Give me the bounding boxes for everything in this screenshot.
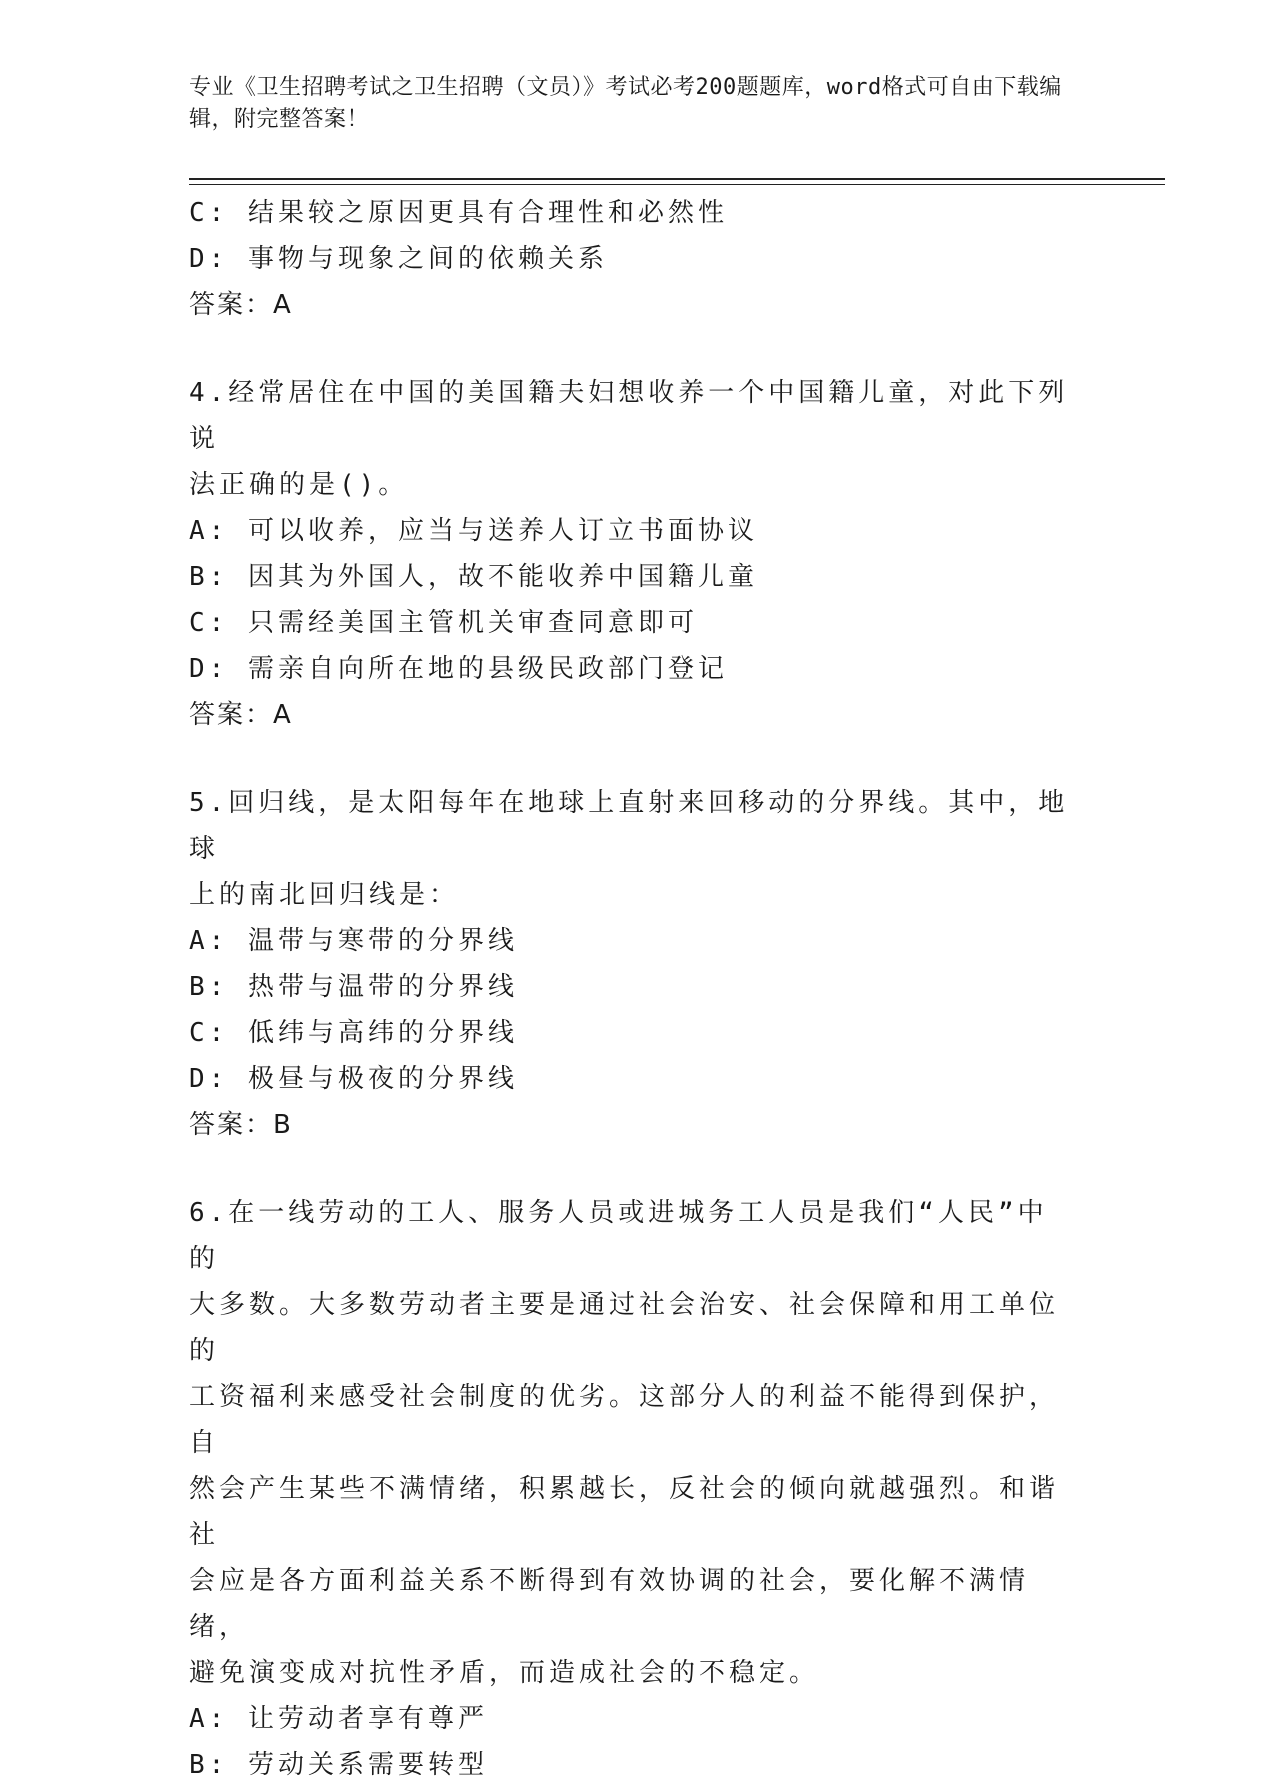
question-4	[189, 370, 1069, 738]
question-stem-line: 避免演变成对抗性矛盾，而造成社会的不稳定。	[189, 1658, 820, 1688]
question-stem-line: 工资福利来感受社会制度的优劣。这部分人的利益不能得到保护，自	[189, 1382, 1060, 1458]
question-6	[189, 1190, 1069, 1788]
option-b: B: 热带与温带的分界线	[189, 972, 518, 1002]
option-a: A: 可以收养，应当与送养人订立书面协议	[189, 516, 758, 546]
answer-line: 答案：A	[189, 700, 293, 730]
header-divider-thin	[189, 184, 1165, 185]
answer-line: 答案：B	[189, 1110, 293, 1140]
continued-question	[189, 190, 1069, 328]
option-a: A: 温带与寒带的分界线	[189, 926, 518, 956]
option-d: D: 需亲自向所在地的县级民政部门登记	[189, 654, 728, 684]
option-a: A: 让劳动者享有尊严	[189, 1704, 488, 1734]
question-5	[189, 780, 1069, 1148]
option-b: B: 因其为外国人，故不能收养中国籍儿童	[189, 562, 758, 592]
option-c: C: 结果较之原因更具有合理性和必然性	[189, 198, 728, 228]
document-header-title: 专业《卫生招聘考试之卫生招聘（文员）》考试必考200题题库，word格式可自由下载编辑，附完整答案！	[189, 75, 1062, 132]
option-c: C: 低纬与高纬的分界线	[189, 1018, 518, 1048]
question-stem-line: 大多数。大多数劳动者主要是通过社会治安、社会保障和用工单位的	[189, 1290, 1060, 1366]
question-stem-line: 上的南北回归线是：	[189, 880, 460, 910]
option-d: D: 极昼与极夜的分界线	[189, 1064, 518, 1094]
question-stem-line: 6.在一线劳动的工人、服务人员或进城务工人员是我们“人民”中的	[189, 1198, 1048, 1274]
question-stem-line: 会应是各方面利益关系不断得到有效协调的社会，要化解不满情绪，	[189, 1566, 1030, 1642]
question-stem-line: 4.经常居住在中国的美国籍夫妇想收养一个中国籍儿童，对此下列说	[189, 378, 1069, 454]
question-stem-line: 然会产生某些不满情绪，积累越长，反社会的倾向就越强烈。和谐社	[189, 1474, 1060, 1550]
question-stem-line: 5.回归线，是太阳每年在地球上直射来回移动的分界线。其中，地球	[189, 788, 1069, 864]
answer-line: 答案：A	[189, 290, 293, 320]
document-body	[189, 190, 1069, 1788]
header-divider-thick	[189, 178, 1165, 180]
option-b: B: 劳动关系需要转型	[189, 1750, 488, 1780]
option-c: C: 只需经美国主管机关审查同意即可	[189, 608, 698, 638]
question-stem-line: 法正确的是()。	[189, 470, 409, 500]
option-d: D: 事物与现象之间的依赖关系	[189, 244, 608, 274]
